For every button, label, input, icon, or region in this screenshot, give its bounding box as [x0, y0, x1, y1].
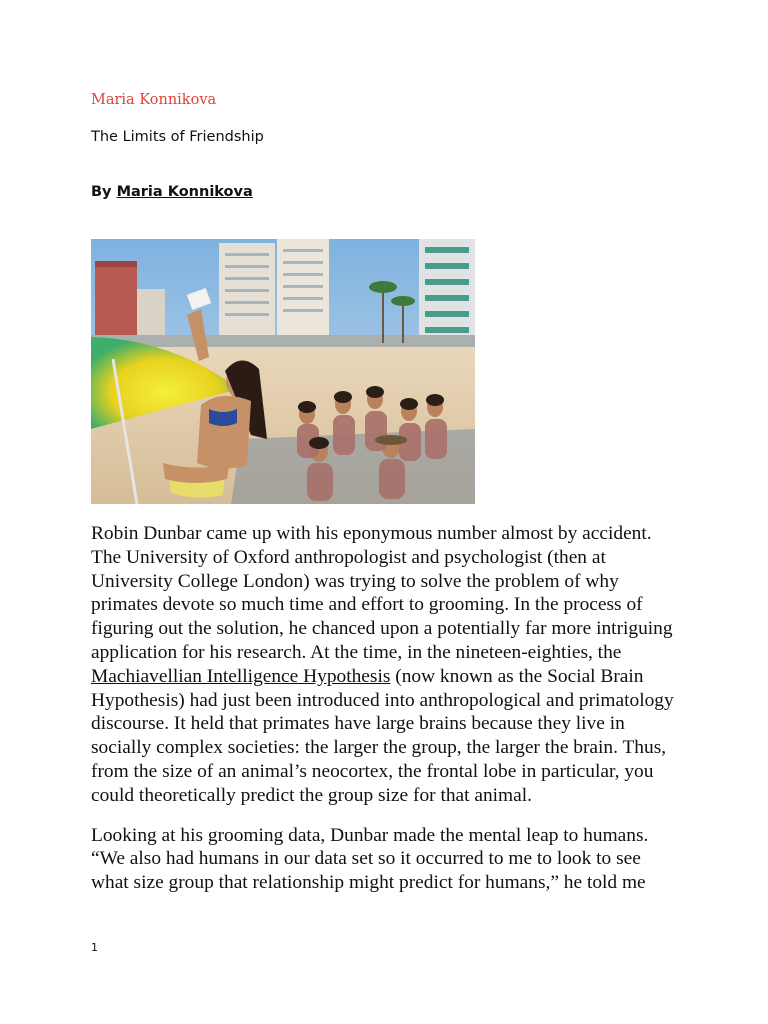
machiavellian-hypothesis-link[interactable]: Machiavellian Intelligence Hypothesis [91, 665, 391, 687]
paragraph-1-text-a: Robin Dunbar came up with his eponymous number almost by accident. The University of Oxford anthropologist and psychologist (then at University College London) was trying to solve the problem of why primates devote so much time and effort to grooming. In the process of figuring out the solution, he chanced upon a potentially far more intriguing application for his research. At the time, in the nineteen-eighties, the [91, 523, 673, 663]
byline-prefix: By [91, 184, 117, 200]
author-header: Maria Konnikova [91, 92, 217, 108]
page-number: 1 [91, 941, 98, 954]
author-link[interactable]: Maria Konnikova [116, 184, 253, 200]
paragraph-1 [91, 522, 679, 808]
paragraph-1-text-b: (now known as the Social Brain Hypothesis) had just been introduced into anthropological and primatology discourse. It held that primates have large brains because they live in socially complex societies: the larger the group, the larger the brain. Thus, from the size of an animal’s neocortex, the frontal lobe in particular, you could theoretically predict the group size for that animal. [91, 665, 674, 806]
document-title: The Limits of Friendship [91, 129, 264, 145]
paragraph-2: Looking at his grooming data, Dunbar made the mental leap to humans. “We also had humans in our data set so it occurred to me to look to see what size group that relationship might predict for humans,” he told me [91, 824, 649, 894]
beach-selfie-photo [91, 239, 475, 504]
byline [91, 184, 253, 200]
article-body [91, 522, 679, 911]
